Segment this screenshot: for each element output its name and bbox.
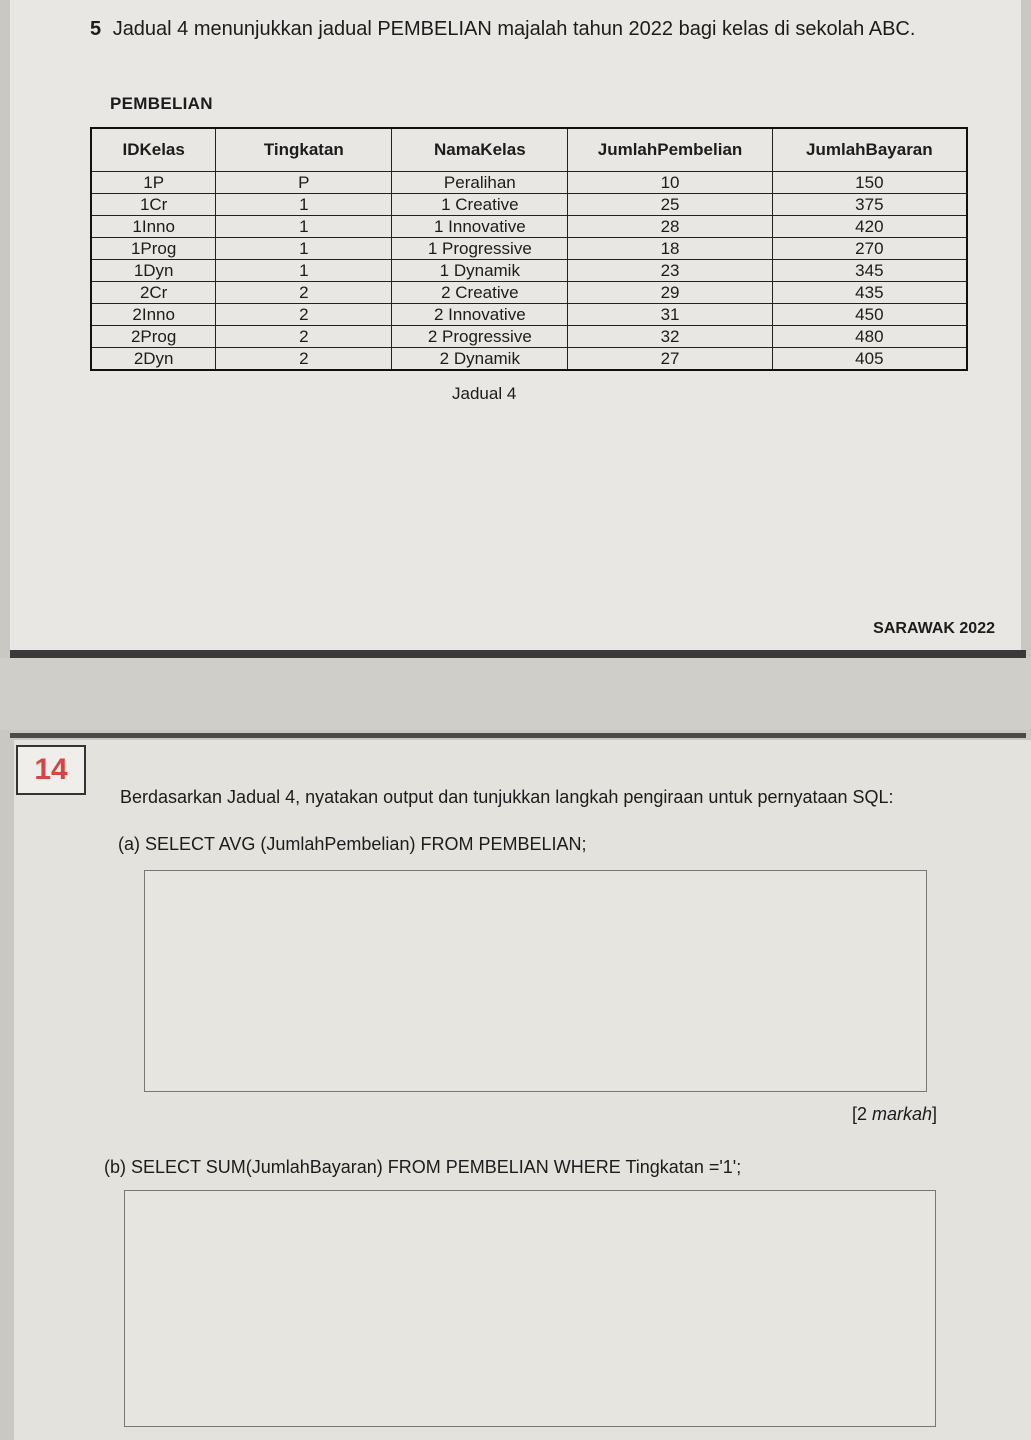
question-body: Jadual 4 menunjukkan jadual PEMBELIAN majalah tahun 2022 bagi kelas di sekolah ABC. — [112, 18, 916, 40]
top-page — [10, 0, 1021, 650]
cell-namakelas: 2 Innovative — [392, 304, 568, 326]
table-row — [91, 194, 967, 216]
cell-jumlahpembelian: 23 — [568, 260, 772, 282]
cell-idkelas: 1Prog — [91, 238, 216, 260]
cell-jumlahbayaran: 270 — [772, 238, 967, 260]
page-divider — [10, 650, 1026, 658]
question-number: 5 — [90, 18, 102, 40]
cell-idkelas: 1Dyn — [91, 260, 216, 282]
header-tingkatan: Tingkatan — [216, 128, 392, 172]
table-row — [91, 260, 967, 282]
cell-tingkatan: 2 — [216, 348, 392, 371]
cell-jumlahbayaran: 405 — [772, 348, 967, 371]
cell-namakelas: Peralihan — [392, 172, 568, 194]
mark-box: 14 — [16, 745, 86, 795]
cell-jumlahpembelian: 28 — [568, 216, 772, 238]
cell-idkelas: 1Cr — [91, 194, 216, 216]
marks-suffix: ] — [932, 1104, 938, 1124]
header-namakelas: NamaKelas — [392, 128, 568, 172]
part-a-text: (a) SELECT AVG (JumlahPembelian) FROM PEMBELIAN; — [118, 834, 587, 854]
cell-namakelas: 1 Dynamik — [392, 260, 568, 282]
cell-jumlahbayaran: 375 — [772, 194, 967, 216]
cell-idkelas: 2Dyn — [91, 348, 216, 371]
table-header-row — [91, 128, 967, 172]
table-row — [91, 172, 967, 194]
table-row — [91, 282, 967, 304]
cell-jumlahpembelian: 32 — [568, 326, 772, 348]
header-jumlahpembelian: JumlahPembelian — [568, 128, 772, 172]
table-row — [91, 238, 967, 260]
cell-idkelas: 1Inno — [91, 216, 216, 238]
cell-jumlahpembelian: 27 — [568, 348, 772, 371]
cell-namakelas: 2 Creative — [392, 282, 568, 304]
cell-namakelas: 2 Progressive — [392, 326, 568, 348]
cell-namakelas: 1 Progressive — [392, 238, 568, 260]
table-row — [91, 216, 967, 238]
table-row — [91, 304, 967, 326]
cell-tingkatan: 2 — [216, 304, 392, 326]
cell-jumlahpembelian: 18 — [568, 238, 772, 260]
header-jumlahbayaran: JumlahBayaran — [772, 128, 967, 172]
marks-word: markah — [872, 1104, 933, 1124]
table-caption: Jadual 4 — [452, 384, 517, 403]
cell-namakelas: 1 Creative — [392, 194, 568, 216]
cell-tingkatan: 1 — [216, 260, 392, 282]
question-text — [90, 16, 1020, 43]
cell-jumlahpembelian: 29 — [568, 282, 772, 304]
header-idkelas: IDKelas — [91, 128, 216, 172]
cell-namakelas: 2 Dynamik — [392, 348, 568, 371]
answer-box-b[interactable] — [124, 1190, 936, 1427]
cell-jumlahbayaran: 450 — [772, 304, 967, 326]
page-gap — [0, 658, 1031, 730]
cell-jumlahpembelian: 31 — [568, 304, 772, 326]
cell-tingkatan: 1 — [216, 216, 392, 238]
cell-tingkatan: 2 — [216, 326, 392, 348]
table-title: PEMBELIAN — [110, 94, 213, 113]
cell-tingkatan: P — [216, 172, 392, 194]
page-divider — [10, 733, 1026, 738]
cell-jumlahbayaran: 150 — [772, 172, 967, 194]
cell-idkelas: 2Cr — [91, 282, 216, 304]
instruction-text: Berdasarkan Jadual 4, nyatakan output dan tunjukkan langkah pengiraan untuk pernyataan SQL: — [120, 787, 894, 807]
marks-label — [852, 1104, 937, 1125]
cell-jumlahpembelian: 10 — [568, 172, 772, 194]
cell-idkelas: 2Inno — [91, 304, 216, 326]
part-b-text: (b) SELECT SUM(JumlahBayaran) FROM PEMBELIAN WHERE Tingkatan ='1'; — [104, 1157, 742, 1177]
cell-jumlahbayaran: 480 — [772, 326, 967, 348]
source-tag: SARAWAK 2022 — [873, 620, 995, 637]
cell-tingkatan: 1 — [216, 238, 392, 260]
cell-jumlahbayaran: 435 — [772, 282, 967, 304]
table-row — [91, 326, 967, 348]
cell-idkelas: 2Prog — [91, 326, 216, 348]
cell-tingkatan: 1 — [216, 194, 392, 216]
marks-prefix: [2 — [852, 1104, 873, 1124]
cell-idkelas: 1P — [91, 172, 216, 194]
answer-box-a[interactable] — [144, 870, 927, 1092]
cell-jumlahbayaran: 345 — [772, 260, 967, 282]
cell-tingkatan: 2 — [216, 282, 392, 304]
cell-jumlahbayaran: 420 — [772, 216, 967, 238]
table-row — [91, 348, 967, 371]
pembelian-table — [90, 127, 968, 371]
cell-namakelas: 1 Innovative — [392, 216, 568, 238]
cell-jumlahpembelian: 25 — [568, 194, 772, 216]
